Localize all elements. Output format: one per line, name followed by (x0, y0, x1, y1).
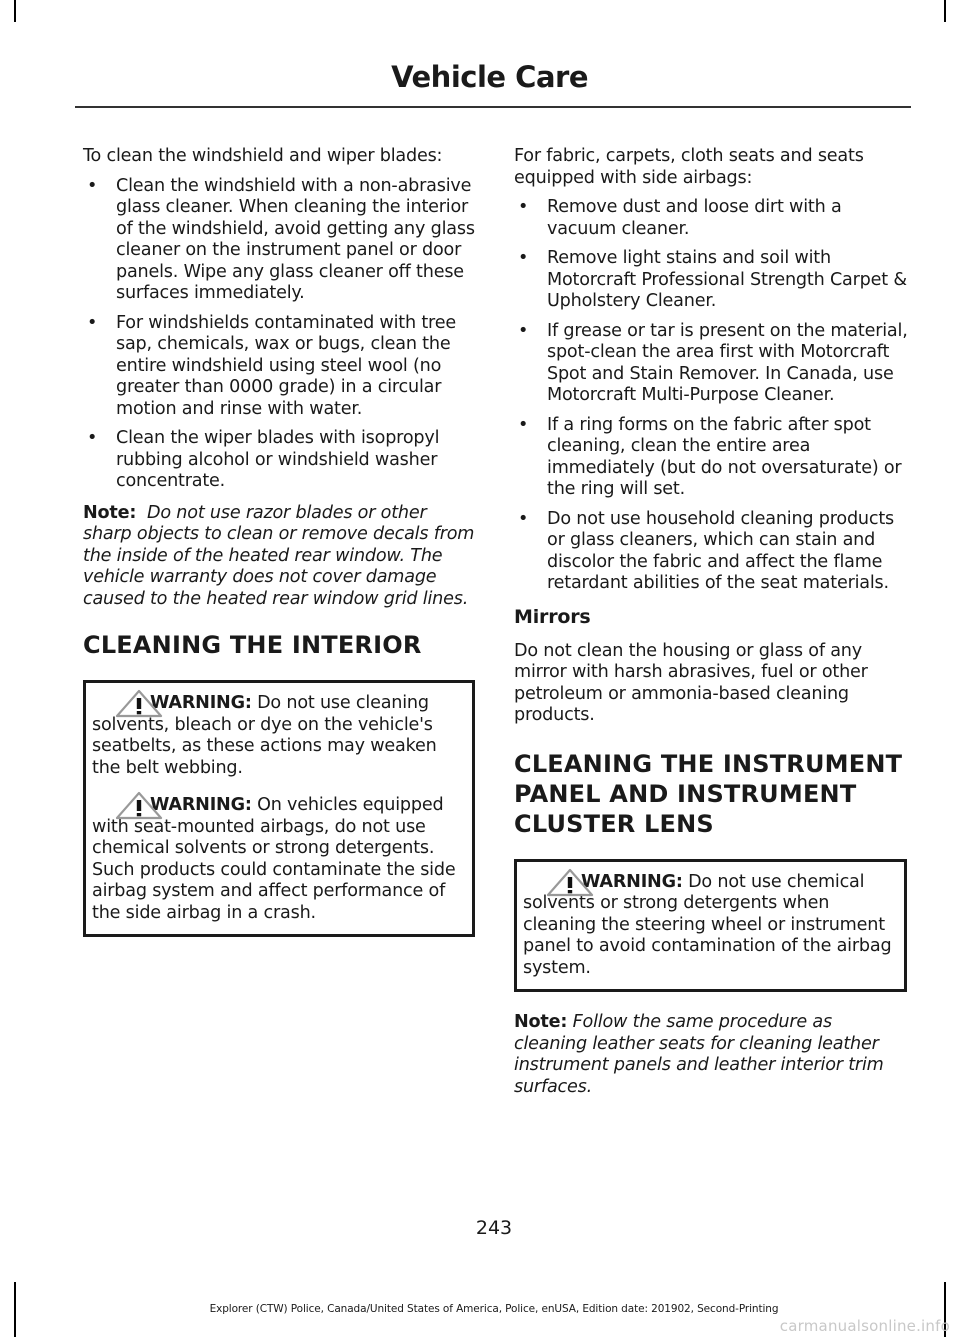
warning-triangle-icon (114, 689, 164, 719)
left-column (83, 146, 475, 957)
warning-item (92, 795, 466, 924)
list-item: • Do not use household cleaning products or glass cleaners, which can stain and discolor the fabric and affect the flame retardant abilities of the seat materials. (518, 508, 895, 593)
crop-mark-top-right (944, 0, 946, 22)
right-column (514, 146, 909, 1118)
warning-triangle-icon (545, 868, 595, 898)
warning-item (92, 693, 466, 779)
warning-label: WARNING: (581, 871, 683, 892)
fabric-bullet-list (514, 197, 909, 595)
section-title-instrument-panel: CLEANING THE INSTRUMENT PANEL AND INSTRUMENT CLUSTER LENS (514, 749, 903, 838)
bullet-glyph: • (518, 320, 529, 341)
bullet-glyph: • (518, 197, 529, 217)
fabric-intro: For fabric, carpets, cloth seats and seats equipped with side airbags: (514, 146, 864, 188)
bullet-glyph: • (518, 248, 529, 268)
page-number: 243 (475, 1217, 513, 1239)
note-heated-window (83, 503, 475, 611)
bullet-glyph: • (518, 414, 529, 435)
page-header-title: Vehicle Care (391, 60, 588, 94)
list-item: • Clean the wiper blades with isopropyl rubbing alcohol or windshield washer concentrate. (87, 428, 440, 491)
watermark: carmanualsonline.info (779, 1317, 950, 1335)
warning-text: Do not use cleaning solvents, bleach or dye on the vehicle's seatbelts, as these actions may weaken the belt webbing. (92, 693, 437, 778)
list-item: • Remove light stains and soil with Motorcraft Professional Strength Carpet & Upholstery Cleaner. (518, 248, 907, 311)
bullet-glyph: • (87, 428, 98, 448)
list-item: • For windshields contaminated with tree sap, chemicals, wax or bugs, clean the entire windshield using steel wool (no greater than 0000 grade) in a circular motion and rinse with water. (87, 312, 456, 419)
note-text: Follow the same procedure as cleaning leather seats for cleaning leather instrument panels and leather interior trim surfaces. (514, 1012, 884, 1097)
bullet-glyph: • (87, 175, 98, 196)
warning-triangle-icon (114, 791, 164, 821)
mirrors-text: Do not clean the housing or glass of any mirror with harsh abrasives, fuel or other petroleum or ammonia-based cleaning products. (514, 640, 868, 725)
list-item: • Clean the windshield with a non-abrasive glass cleaner. When cleaning the interior of the windshield, avoid getting any glass cleaner on the instrument panel or door panels. Wipe any glass cleaner off these surfaces immediately. (87, 175, 475, 303)
section-title-cleaning-interior: CLEANING THE INTERIOR (83, 631, 422, 659)
header-divider (75, 106, 911, 108)
note-label: Note: (514, 1012, 568, 1032)
page-footer: Explorer (CTW) Police, Canada/United States of America, Police, enUSA, Edition date: 201902, Second-Printing (209, 1303, 779, 1315)
warning-label: WARNING: (150, 795, 252, 815)
windshield-intro: To clean the windshield and wiper blades: (83, 146, 443, 166)
crop-mark-top-left (14, 0, 16, 22)
note-text: Do not use razor blades or other sharp objects to clean or remove decals from the inside of the heated rear window. The vehicle warranty does not cover damage caused to the heated rear window grid lines. (83, 502, 475, 609)
bullet-glyph: • (87, 312, 98, 333)
warning-text: On vehicles equipped with seat-mounted airbags, do not use chemical solvents or strong detergents. Such products could contaminate the side airbag system and affect performance of the side airbag in a crash. (92, 795, 456, 923)
warning-item (523, 872, 898, 980)
warning-label: WARNING: (150, 693, 252, 713)
subsection-title-mirrors: Mirrors (514, 605, 591, 628)
warning-box (514, 859, 907, 993)
note-label: Note: (83, 502, 137, 523)
warning-box (83, 680, 475, 937)
list-item: • Remove dust and loose dirt with a vacuum cleaner. (518, 197, 842, 239)
list-item: • If a ring forms on the fabric after spot cleaning, clean the entire area immediately (but do not oversaturate) or the ring will set. (518, 414, 902, 499)
list-item: • If grease or tar is present on the material, spot-clean the area first with Motorcraft Spot and Stain Remover. In Canada, use Motorcraft Multi-Purpose Cleaner. (518, 320, 908, 405)
warning-text: Do not use chemical solvents or strong detergents when cleaning the steering wheel or instrument panel to avoid contamination of the airbag system. (523, 871, 892, 978)
note-leather (514, 1012, 909, 1098)
bullet-glyph: • (518, 508, 529, 529)
windshield-bullet-list (83, 176, 475, 493)
